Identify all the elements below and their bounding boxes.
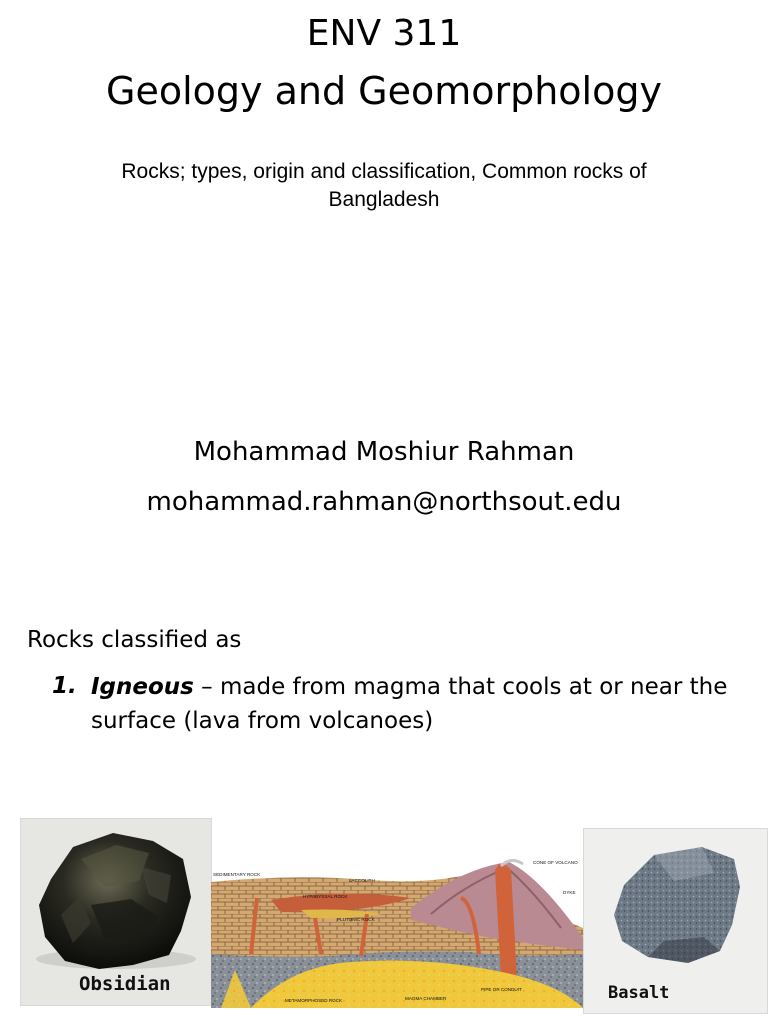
obsidian-label: Obsidian (79, 973, 171, 995)
author-name: Mohammad Moshiur Rahman (193, 437, 575, 467)
basalt-label: Basalt (608, 983, 670, 1003)
list-item-description: – made from magma that cools at or near the surface (lava from volcanoes) (91, 674, 728, 734)
label-plutonic-rock: PLUTONIC ROCK (337, 917, 375, 922)
list-item-term: Igneous (91, 674, 194, 700)
list-item-number: 1. (52, 673, 77, 699)
label-sedimentary-rock: SEDIMENTARY ROCK (213, 872, 261, 877)
course-code: ENV 311 (306, 13, 462, 54)
label-magma-chamber: MAGMA CHAMBER (405, 996, 447, 1001)
label-hypabyssal-rock: HYPABYSSAL ROCK (303, 894, 348, 899)
label-cone-of-volcano: CONE OF VOLCANO (533, 860, 578, 865)
author-email: mohammad.rahman@northsout.edu (146, 487, 622, 517)
label-laccolith: LACCOLITH (349, 878, 375, 883)
course-title: Geology and Geomorphology (106, 69, 662, 113)
subtitle: Rocks; types, origin and classification, Common rocks of Bangladesh (121, 160, 647, 211)
label-metamorphosed-rock: METAMORPHOSED ROCK (285, 998, 343, 1003)
cross-section-image (211, 858, 583, 1008)
label-pipe-or-conduit: PIPE OR CONDUIT (481, 987, 522, 992)
list-item-igneous (91, 670, 756, 738)
obsidian-photo (20, 818, 212, 1006)
basalt-photo (583, 828, 768, 1014)
label-dyke: DYKE (563, 890, 576, 895)
classified-heading: Rocks classified as (27, 627, 242, 653)
igneous-cross-section-diagram (211, 858, 583, 1008)
